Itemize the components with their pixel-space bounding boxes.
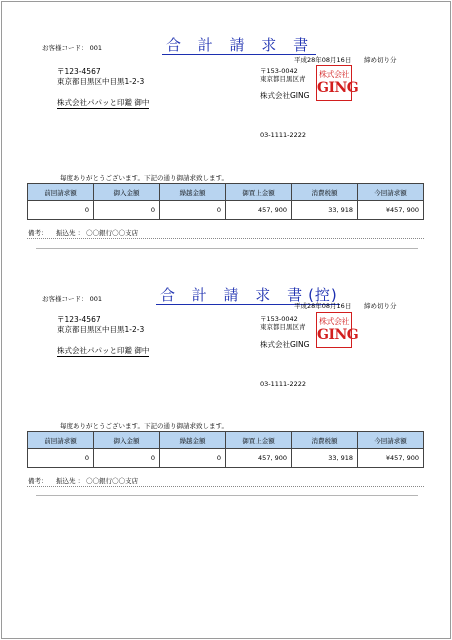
table-value-row	[28, 201, 424, 220]
issuer-name: 株式会社GING	[260, 91, 310, 100]
customer-code: お客様コード： 001	[42, 44, 102, 52]
remarks-text: 振込先 ： 〇〇銀行〇〇支店	[56, 229, 139, 237]
header-carried-over: 繰越金額	[160, 184, 226, 201]
header-purchase-amount: 御買上金額	[226, 184, 292, 201]
header-current-billing: 今回請求額	[358, 184, 424, 201]
value-consumption-tax: 33, 918	[292, 201, 358, 220]
invoice-page	[1, 1, 451, 639]
customer-address: 東京都目黒区中目黒1-2-3	[57, 77, 145, 86]
value-previous-balance: 0	[28, 201, 94, 220]
customer-code: お客様コード： 001	[42, 295, 102, 303]
invoice-title-copy: 合 計 請 求 書(控)	[156, 285, 340, 304]
value-previous-balance: 0	[28, 449, 94, 468]
company-seal: 株式会社 GING	[316, 65, 352, 101]
customer-zip: 〒123-4567	[57, 67, 101, 76]
invoice-title: 合 計 請 求 書	[162, 35, 316, 54]
value-payment-received: 0	[94, 201, 160, 220]
section-divider	[36, 495, 418, 496]
remarks-line	[27, 486, 424, 487]
invoice-summary-table	[27, 183, 424, 220]
table-header-row	[28, 184, 424, 201]
header-payment-received: 御入金額	[94, 184, 160, 201]
remarks-text: 振込先 ： 〇〇銀行〇〇支店	[56, 477, 139, 485]
value-purchase-amount: 457, 900	[226, 201, 292, 220]
table-value-row	[28, 449, 424, 468]
section-divider	[36, 248, 418, 249]
header-carried-over: 繰越金額	[160, 432, 226, 449]
customer-zip: 〒123-4567	[57, 315, 101, 324]
remarks-line	[27, 238, 424, 239]
value-carried-over: 0	[160, 201, 226, 220]
header-consumption-tax: 消費税額	[292, 184, 358, 201]
remarks-label: 備考：	[28, 477, 48, 485]
greeting-text: 毎度ありがとうございます。下記の通り御請求致します。	[60, 422, 228, 430]
value-current-billing: ¥457, 900	[358, 449, 424, 468]
issuer-address: 東京都目黒区青	[260, 75, 306, 83]
closing-label: 締め切り分	[364, 302, 397, 310]
header-previous-balance: 前回請求額	[28, 184, 94, 201]
value-purchase-amount: 457, 900	[226, 449, 292, 468]
customer-name: 株式会社パパッと印鑑 御中	[57, 346, 150, 355]
header-payment-received: 御入金額	[94, 432, 160, 449]
invoice-summary-table	[27, 431, 424, 468]
value-carried-over: 0	[160, 449, 226, 468]
company-seal: 株式会社 GING	[316, 312, 352, 348]
customer-address: 東京都目黒区中目黒1-2-3	[57, 325, 145, 334]
value-current-billing: ¥457, 900	[358, 201, 424, 220]
header-previous-balance: 前回請求額	[28, 432, 94, 449]
remarks-label: 備考：	[28, 229, 48, 237]
issuer-zip: 〒153-0042	[260, 315, 298, 323]
value-consumption-tax: 33, 918	[292, 449, 358, 468]
greeting-text: 毎度ありがとうございます。下記の通り御請求致します。	[60, 174, 228, 182]
table-header-row	[28, 432, 424, 449]
closing-label: 締め切り分	[364, 56, 397, 64]
header-purchase-amount: 御買上金額	[226, 432, 292, 449]
issuer-address: 東京都目黒区青	[260, 323, 306, 331]
header-consumption-tax: 消費税額	[292, 432, 358, 449]
invoice-date: 平成28年08月16日	[294, 56, 352, 64]
issuer-name: 株式会社GING	[260, 340, 310, 349]
header-current-billing: 今回請求額	[358, 432, 424, 449]
invoice-date: 平成28年08月16日	[294, 302, 352, 310]
issuer-zip: 〒153-0042	[260, 67, 298, 75]
value-payment-received: 0	[94, 449, 160, 468]
issuer-tel: 03-1111-2222	[260, 131, 307, 139]
customer-name: 株式会社パパッと印鑑 御中	[57, 98, 150, 107]
issuer-tel: 03-1111-2222	[260, 380, 307, 388]
